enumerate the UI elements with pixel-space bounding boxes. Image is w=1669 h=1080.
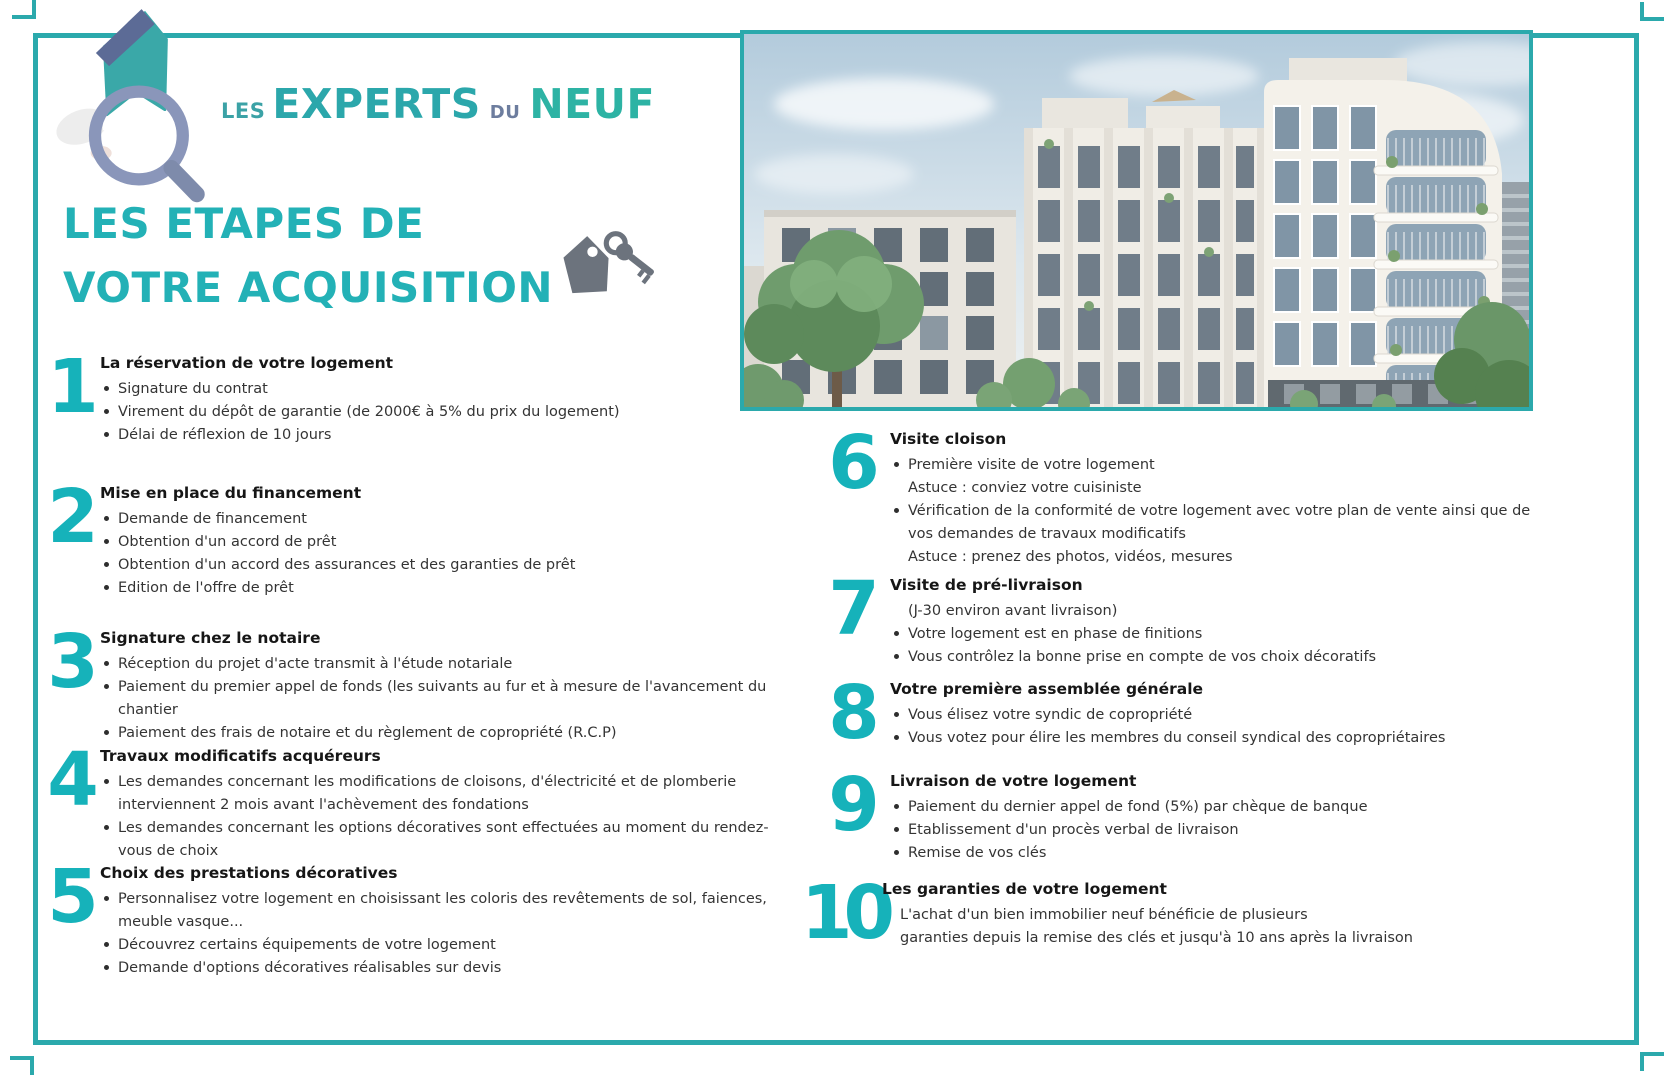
step-item	[890, 704, 1532, 727]
bullet-dot	[104, 730, 109, 735]
step-number: 6	[828, 420, 880, 506]
step-number: 2	[47, 474, 99, 560]
step-item	[100, 424, 792, 447]
step-title: Choix des prestations décoratives	[100, 864, 398, 882]
step-title: Livraison de votre logement	[890, 772, 1137, 790]
step-10	[801, 870, 1524, 956]
bullet-dot	[894, 631, 899, 636]
step-item-text: Délai de réflexion de 10 jours	[118, 427, 332, 444]
step-item	[100, 577, 792, 600]
step-item-text: Paiement des frais de notaire et du règlement de copropriété (R.C.P)	[118, 725, 617, 742]
step-item	[100, 531, 792, 554]
corner-mark-bottom-left	[10, 1056, 34, 1075]
step-item-text: Virement du dépôt de garantie (de 2000€ à 5% du prix du logement)	[118, 404, 620, 421]
step-item	[890, 600, 1532, 623]
step-item	[890, 646, 1532, 669]
step-9	[818, 762, 1532, 865]
step-item	[890, 500, 1532, 546]
bullet-dot	[104, 585, 109, 590]
step-content	[100, 482, 792, 600]
bullet-dot	[104, 942, 109, 947]
step-item-text: Réception du projet d'acte transmit à l'étude notariale	[118, 656, 513, 673]
bullet-dot	[894, 508, 899, 513]
step-item	[100, 378, 792, 401]
corner-mark-top-left	[12, 0, 36, 19]
building-photo	[740, 30, 1533, 411]
step-number: 8	[828, 670, 880, 756]
bullet-dot	[104, 432, 109, 437]
step-item-text: Les demandes concernant les modifications de cloisons, d'électricité et de plomberie interviennent 2 mois avant l'achèvement des fondations	[118, 774, 737, 814]
bullet-dot	[894, 735, 899, 740]
step-4	[46, 737, 792, 863]
bullet-dot	[104, 684, 109, 689]
step-7	[818, 566, 1532, 669]
step-item-text: Découvrez certains équipements de votre logement	[118, 937, 496, 954]
step-number: 10	[801, 870, 886, 956]
step-content	[100, 627, 792, 745]
step-item	[890, 477, 1532, 500]
step-title: Mise en place du financement	[100, 484, 362, 502]
step-item	[882, 904, 1524, 927]
corner-mark-bottom-right	[1640, 1052, 1664, 1071]
step-item	[100, 771, 792, 817]
bullet-dot	[894, 827, 899, 832]
bullet-dot	[104, 965, 109, 970]
bullet-dot	[104, 386, 109, 391]
step-title: La réservation de votre logement	[100, 354, 394, 372]
brand-word-experts: EXPERTS	[272, 80, 481, 128]
bullet-dot	[894, 462, 899, 467]
step-content	[100, 352, 792, 447]
step-item-text: Première visite de votre logement	[908, 457, 1155, 474]
page-title	[63, 192, 553, 320]
step-item	[890, 819, 1532, 842]
step-item-text: Remise de vos clés	[908, 845, 1047, 862]
bullet-dot	[104, 409, 109, 414]
step-number: 5	[47, 854, 99, 940]
bullet-dot	[104, 562, 109, 567]
bullet-dot	[894, 804, 899, 809]
bullet-dot	[104, 896, 109, 901]
step-item	[890, 623, 1532, 646]
step-item-text: Demande d'options décoratives réalisables sur devis	[118, 960, 502, 977]
bullet-dot	[104, 516, 109, 521]
step-number: 3	[47, 619, 99, 705]
step-title: Votre première assemblée générale	[890, 680, 1204, 698]
step-item	[100, 817, 792, 863]
step-item	[100, 554, 792, 577]
step-item-text: L'achat d'un bien immobilier neuf bénéficie de plusieurs	[900, 907, 1308, 924]
step-title: Visite de pré-livraison	[890, 576, 1083, 594]
bullet-dot	[104, 779, 109, 784]
step-item	[890, 842, 1532, 865]
step-item-text: Obtention d'un accord des assurances et des garanties de prêt	[118, 557, 576, 574]
step-item	[100, 401, 792, 424]
step-item-text: Paiement du dernier appel de fond (5%) par chèque de banque	[908, 799, 1368, 816]
step-item-text: garanties depuis la remise des clés et jusqu'à 10 ans après la livraison	[900, 930, 1413, 947]
step-item-text: Les demandes concernant les options décoratives sont effectuées au moment du rendez-vous de choix	[118, 820, 769, 860]
step-item	[890, 454, 1532, 477]
step-number: 1	[47, 344, 99, 430]
keys-with-house-keychain-icon	[552, 218, 664, 306]
step-item-text: Demande de financement	[118, 511, 307, 528]
step-item	[882, 927, 1524, 950]
step-item-text: Obtention d'un accord de prêt	[118, 534, 337, 551]
step-6	[818, 420, 1532, 569]
step-content	[890, 678, 1532, 750]
step-item	[100, 653, 792, 676]
step-number: 4	[47, 737, 99, 823]
step-content	[890, 770, 1532, 865]
step-item	[100, 957, 792, 980]
step-item	[100, 508, 792, 531]
step-item	[890, 546, 1532, 569]
bullet-dot	[104, 661, 109, 666]
step-item-text: Vous votez pour élire les membres du conseil syndical des copropriétaires	[908, 730, 1446, 747]
step-title: Travaux modificatifs acquéreurs	[100, 747, 381, 765]
step-1	[46, 344, 792, 447]
page-title-line2: VOTRE ACQUISITION	[63, 263, 554, 312]
step-item	[890, 727, 1532, 750]
step-number: 9	[828, 762, 880, 848]
step-item-text: Personnalisez votre logement en choisissant les coloris des revêtements de sol, faiences, meuble vasque...	[118, 891, 767, 931]
step-item	[100, 934, 792, 957]
step-item-text: Vérification de la conformité de votre logement avec votre plan de vente ainsi que de vos demandes de travaux modificatifs	[908, 503, 1531, 543]
step-5	[46, 854, 792, 980]
corner-mark-top-right	[1640, 2, 1664, 21]
step-title: Les garanties de votre logement	[882, 880, 1167, 898]
step-number: 7	[828, 566, 880, 652]
brand-wordmark	[221, 80, 655, 128]
step-title: Visite cloison	[890, 430, 1007, 448]
step-content	[100, 745, 792, 863]
bullet-dot	[894, 850, 899, 855]
step-item-text: Paiement du premier appel de fonds (les suivants au fur et à mesure de l'avancement du chantier	[118, 679, 767, 719]
house-magnifier-icon	[52, 2, 210, 208]
step-item-text: Vous contrôlez la bonne prise en compte de vos choix décoratifs	[908, 649, 1377, 666]
step-item-text: Edition de l'offre de prêt	[118, 580, 294, 597]
step-3	[46, 619, 792, 745]
step-item-text: Astuce : prenez des photos, vidéos, mesures	[908, 549, 1233, 566]
step-item	[890, 796, 1532, 819]
bullet-dot	[104, 539, 109, 544]
bullet-dot	[104, 825, 109, 830]
step-content	[100, 862, 792, 980]
step-item-text: Vous élisez votre syndic de copropriété	[908, 707, 1193, 724]
step-item	[100, 888, 792, 934]
step-item-text: (J-30 environ avant livraison)	[908, 603, 1118, 620]
step-item	[100, 676, 792, 722]
step-title: Signature chez le notaire	[100, 629, 321, 647]
step-content	[890, 428, 1532, 569]
step-content	[890, 574, 1532, 669]
step-item-text: Astuce : conviez votre cuisiniste	[908, 480, 1142, 497]
step-item	[100, 722, 792, 745]
brand-word-du: DU	[489, 102, 521, 123]
step-8	[818, 670, 1532, 756]
brand-word-neuf: NEUF	[529, 80, 655, 128]
step-2	[46, 474, 792, 600]
step-item-text: Etablissement d'un procès verbal de livraison	[908, 822, 1239, 839]
bullet-dot	[894, 654, 899, 659]
bullet-dot	[894, 712, 899, 717]
step-content	[882, 878, 1524, 950]
brand-word-les: LES	[221, 99, 266, 123]
step-item-text: Votre logement est en phase de finitions	[908, 626, 1203, 643]
step-item-text: Signature du contrat	[118, 381, 268, 398]
page-title-line1: LES ETAPES DE	[63, 199, 425, 248]
